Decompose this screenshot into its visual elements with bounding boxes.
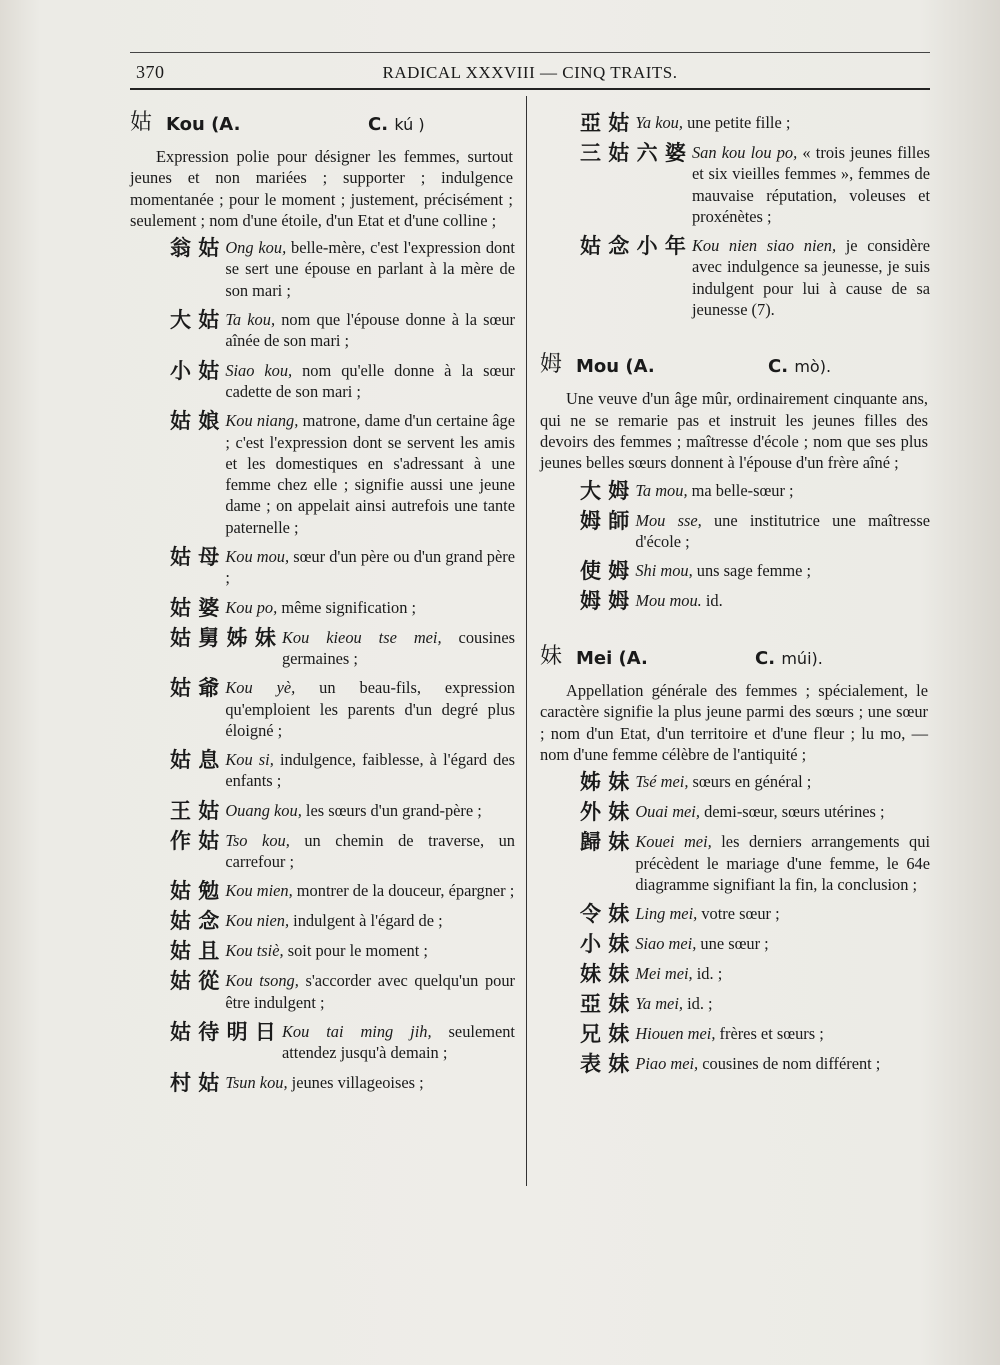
compound-characters: 村 姑 [170, 1070, 220, 1095]
compound-entry [580, 933, 930, 955]
compound-entry [580, 831, 930, 895]
compound-meaning: même signification ; [277, 597, 417, 617]
compound-meaning: montrer de la douceur, épargner ; [292, 881, 515, 901]
compound-meaning: id. [701, 591, 723, 611]
compound-entry [170, 1021, 515, 1064]
entry-pinyin: Mei (A. [576, 648, 648, 670]
compound-gloss [686, 142, 930, 227]
compound-entry [580, 1053, 930, 1075]
compound-characters: 姑 娘 [170, 409, 220, 434]
entry-canton [755, 648, 823, 669]
canton-value: mò). [794, 357, 832, 377]
compound-meaning: indulgent à l'égard de ; [289, 911, 443, 931]
compound-gloss [219, 309, 515, 352]
compound-list [540, 771, 930, 1075]
entry-character: 姆 [540, 352, 563, 378]
compound-meaning: nom que l'épouse donne à la sœur aînée de son mari ; [225, 310, 515, 351]
compound-gloss [629, 993, 930, 1015]
entry-definition: Expression polie pour désigner les femmes, surtout jeunes et non mariées ; supporter ; indulgence momentanée ; pour le moment ; justement, précisément ; seulement ; nom d'une étoile, d'un Etat et d'une colline ; [130, 147, 513, 230]
compound-meaning: les sœurs d'un grand-père ; [301, 800, 482, 820]
compound-gloss [219, 970, 515, 1013]
compound-entry [170, 749, 515, 792]
page-number: 370 [136, 62, 165, 82]
compound-characters: 妹 妹 [580, 962, 630, 987]
compound-romanization: Kou tsiè, [225, 941, 284, 961]
compound-meaning: demi-sœur, sœurs utérines ; [699, 802, 885, 822]
compound-meaning: soit pour le moment ; [283, 941, 428, 961]
compound-meaning: belle-mère, c'est l'expression dont se sert une épouse en parlant à la mère de son mari ; [225, 238, 515, 300]
compound-characters: 使 姆 [580, 559, 630, 584]
compound-romanization: Piao mei, [635, 1054, 699, 1074]
compound-romanization: Shi mou, [635, 561, 693, 581]
compound-romanization: Kou si, [225, 750, 274, 770]
compound-entry [580, 771, 930, 793]
canton-label: C. [755, 648, 776, 670]
compound-characters: 姑 母 [170, 545, 220, 570]
compound-romanization: Mou sse, [635, 510, 702, 530]
compound-romanization: Kou mou, [225, 547, 290, 567]
right-column [540, 108, 930, 1083]
canton-label: C. [368, 114, 389, 135]
compound-gloss [219, 597, 515, 619]
entry-head-mou [540, 350, 930, 384]
compound-meaning: cousines germaines ; [281, 627, 515, 668]
compound-meaning: une sœur ; [696, 934, 769, 954]
compound-characters: 姑 且 [170, 939, 220, 964]
compound-characters: 姑 勉 [170, 879, 220, 904]
compound-gloss [629, 480, 930, 502]
compound-meaning: votre sœur ; [697, 904, 780, 924]
compound-characters: 姊 妹 [580, 770, 630, 795]
header-rule [130, 88, 930, 90]
compound-gloss [629, 933, 930, 955]
compound-meaning: cousines de nom différent ; [698, 1054, 881, 1074]
compound-meaning: une institutrice une maîtresse d'école ; [635, 510, 930, 551]
compound-gloss [629, 112, 930, 134]
compound-entry [170, 1072, 515, 1094]
compound-characters: 亞 姑 [580, 111, 630, 135]
compound-entry [170, 627, 515, 670]
compound-characters: 作 姑 [170, 828, 220, 853]
compound-gloss [276, 1021, 515, 1064]
compound-gloss [629, 801, 930, 823]
compound-characters: 令 妹 [580, 902, 630, 927]
compound-entry [170, 309, 515, 352]
canton-label: C. [768, 356, 789, 378]
compound-gloss [629, 903, 930, 925]
compound-entry [580, 963, 930, 985]
compound-characters: 翁 姑 [170, 236, 220, 261]
compound-romanization: Siao kou, [225, 360, 293, 380]
compound-characters: 姑 爺 [170, 676, 220, 701]
entry-definition: Appellation générale des femmes ; spécialement, le caractère signifie la plus jeune parmi des sœurs ; une sœur ; nom d'un Etat, d'un territoire et d'une fleur ; lu mo, — nom d'une femme célèbre de l'antiquité ; [540, 681, 928, 765]
compound-characters: 兄 妹 [580, 1022, 630, 1047]
compound-entry [580, 235, 930, 320]
compound-romanization: Tso kou, [225, 830, 290, 850]
compound-meaning: uns sage femme ; [692, 561, 812, 581]
compound-entry [170, 940, 515, 962]
compound-gloss [219, 410, 515, 538]
compound-gloss [219, 800, 515, 822]
compound-entry [170, 970, 515, 1013]
compound-meaning: id. ; [692, 964, 723, 984]
compound-meaning: un beau-fils, expression qu'emploient les parents d'un degré plus éloigné ; [225, 678, 515, 740]
compound-meaning: sœurs en général ; [688, 772, 812, 792]
compound-gloss [219, 237, 515, 301]
left-column [130, 108, 515, 1102]
compound-romanization: Ya kou, [635, 113, 683, 132]
compound-meaning: id. ; [682, 994, 713, 1014]
compound-gloss [629, 831, 930, 895]
compound-entry [170, 597, 515, 619]
compound-characters: 姑 婆 [170, 595, 220, 620]
compound-characters: 外 妹 [580, 800, 630, 825]
compound-characters: 表 妹 [580, 1052, 630, 1077]
compound-meaning: indulgence, faiblesse, à l'égard des enfants ; [225, 750, 515, 791]
compound-meaning: je considère avec indulgence sa jeunesse, je suis indulgent pour lui à cause de sa jeunesse (7). [691, 236, 931, 320]
compound-characters: 姑 息 [170, 748, 220, 773]
compound-list [130, 237, 515, 1093]
compound-characters: 大 姆 [580, 478, 630, 503]
page-header [130, 62, 930, 86]
compound-meaning: les derniers arrangements qui précèdent le mariage d'une femme, le 64e diagramme signifiant la fin, la conclusion ; [635, 832, 931, 894]
compound-gloss [686, 235, 930, 320]
compound-romanization: Mou mou. [635, 591, 702, 611]
compound-romanization: Hiouen mei, [635, 1024, 716, 1044]
compound-romanization: Kouei mei, [635, 832, 712, 852]
compound-romanization: Kou niang, [225, 411, 299, 431]
compound-meaning: ma belle-sœur ; [687, 480, 794, 500]
compound-entry [170, 830, 515, 873]
compound-entry [580, 112, 930, 134]
compound-meaning: jeunes villageoises ; [287, 1072, 424, 1092]
compound-meaning: un chemin de traverse, un carrefour ; [225, 830, 516, 872]
compound-gloss [219, 360, 515, 403]
compound-romanization: Kou tsong, [225, 971, 299, 991]
compound-characters: 姑 念 [170, 909, 220, 934]
compound-gloss [219, 830, 515, 873]
compound-characters: 姑 念 小 年 [580, 234, 686, 259]
top-rule [130, 52, 930, 53]
compound-romanization: Kou nien siao nien, [691, 236, 837, 256]
compound-entry [580, 480, 930, 502]
compound-meaning: nom qu'elle donne à la sœur cadette de son mari ; [225, 360, 515, 401]
compound-romanization: Ouang kou, [225, 800, 302, 820]
compound-romanization: Ouai mei, [635, 802, 700, 822]
compound-gloss [629, 560, 930, 582]
compound-characters: 歸 妹 [580, 830, 630, 855]
compound-gloss [219, 910, 515, 932]
compound-romanization: Ta mou, [635, 480, 688, 500]
compound-romanization: Tsé mei, [635, 772, 689, 792]
compound-entry [170, 546, 515, 589]
compound-entry [170, 800, 515, 822]
compound-entry [170, 237, 515, 301]
compound-romanization: Kou mien, [225, 881, 293, 901]
compound-romanization: Kou nien, [225, 911, 290, 931]
compound-entry [170, 880, 515, 902]
compound-romanization: Kou tai ming jih, [281, 1021, 432, 1041]
compound-meaning: « trois jeunes filles et six vieilles femmes », femmes de mauvaise réputation, voleuses et proxénètes ; [691, 143, 930, 226]
compound-romanization: Tsun kou, [225, 1072, 288, 1092]
compound-entry [170, 360, 515, 403]
compound-gloss [219, 749, 515, 792]
compound-meaning: seulement attendez jusqu'à demain ; [281, 1021, 515, 1063]
compound-list [540, 480, 930, 613]
compound-characters: 大 姑 [170, 308, 220, 333]
column-divider [526, 96, 527, 1186]
running-title: RADICAL XXXVIII — CINQ TRAITS. [382, 63, 678, 82]
canton-value: kú ) [394, 115, 425, 134]
compound-entry [170, 677, 515, 741]
compound-characters: 亞 妹 [580, 992, 630, 1017]
entry-head-kou [130, 108, 515, 142]
compound-entry [580, 801, 930, 823]
compound-romanization: San kou lou po, [691, 143, 798, 162]
compound-entry [170, 910, 515, 932]
compound-romanization: Ong kou, [225, 238, 287, 258]
compound-romanization: Kou po, [225, 597, 278, 617]
compound-gloss [219, 546, 515, 589]
compound-gloss [629, 771, 930, 793]
compound-meaning: matrone, dame d'un certaine âge ; c'est l'expression dont se servent les amis et les domestiques en s'adressant à une femme chez elle ; signifie aussi une jeune dame ; on appelait ainsi autrefois une tante paternelle ; [225, 411, 515, 537]
compound-gloss [629, 510, 930, 553]
entry-head-mei [540, 642, 930, 676]
compound-romanization: Kou kieou tse mei, [281, 627, 442, 647]
compound-gloss [219, 677, 515, 741]
compound-characters: 三 姑 六 婆 [580, 141, 686, 165]
entry-canton [768, 356, 831, 377]
compound-characters: 王 姑 [170, 798, 220, 823]
compound-romanization: Mei mei, [635, 964, 693, 984]
compound-characters: 姆 師 [580, 508, 630, 533]
compound-entry [580, 560, 930, 582]
compound-meaning: s'accorder avec quelqu'un pour être indulgent ; [225, 971, 515, 1012]
compound-entry [580, 993, 930, 1015]
compound-meaning: frères et sœurs ; [715, 1024, 824, 1044]
entry-character: 妹 [540, 644, 563, 670]
compound-romanization: Ling mei, [635, 904, 698, 924]
entry-canton [368, 114, 425, 135]
compound-romanization: Ya mei, [635, 994, 683, 1014]
compound-gloss [629, 963, 930, 985]
compound-characters: 姑 待 明 日 [170, 1019, 276, 1044]
compound-entry [580, 903, 930, 925]
compound-entry [580, 590, 930, 612]
compound-gloss [276, 627, 515, 670]
compound-romanization: Siao mei, [635, 934, 697, 954]
compound-entry [170, 410, 515, 538]
compound-gloss [629, 590, 930, 612]
compound-gloss [219, 1072, 515, 1094]
compound-gloss [629, 1023, 930, 1045]
compound-characters: 小 姑 [170, 358, 220, 383]
compound-characters: 小 妹 [580, 932, 630, 957]
entry-pinyin: Mou (A. [576, 356, 655, 378]
canton-value: múi). [781, 649, 823, 669]
compound-romanization: Ta kou, [225, 310, 276, 330]
compound-list-continued [540, 112, 930, 320]
compound-entry [580, 510, 930, 553]
compound-entry [580, 142, 930, 227]
compound-gloss [219, 940, 515, 962]
compound-gloss [629, 1053, 930, 1075]
entry-pinyin: Kou (A. [166, 114, 241, 135]
compound-characters: 姆 姆 [580, 589, 630, 614]
compound-meaning: une petite fille ; [682, 113, 791, 132]
compound-entry [580, 1023, 930, 1045]
entry-character: 姑 [130, 110, 153, 135]
compound-gloss [219, 880, 515, 902]
compound-romanization: Kou yè, [225, 678, 296, 698]
compound-characters: 姑 從 [170, 969, 220, 994]
entry-definition: Une veuve d'un âge mûr, ordinairement cinquante ans, qui ne se remarie pas et instruit les jeunes filles des devoirs des femmes ; maîtresse d'école ; nom que ses plus jeunes belles sœurs donnent à l'épouse d'un frère aîné ; [540, 389, 928, 473]
compound-characters: 姑 舅 姊 妹 [170, 625, 276, 650]
compound-meaning: sœur d'un père ou d'un grand père ; [225, 547, 516, 588]
